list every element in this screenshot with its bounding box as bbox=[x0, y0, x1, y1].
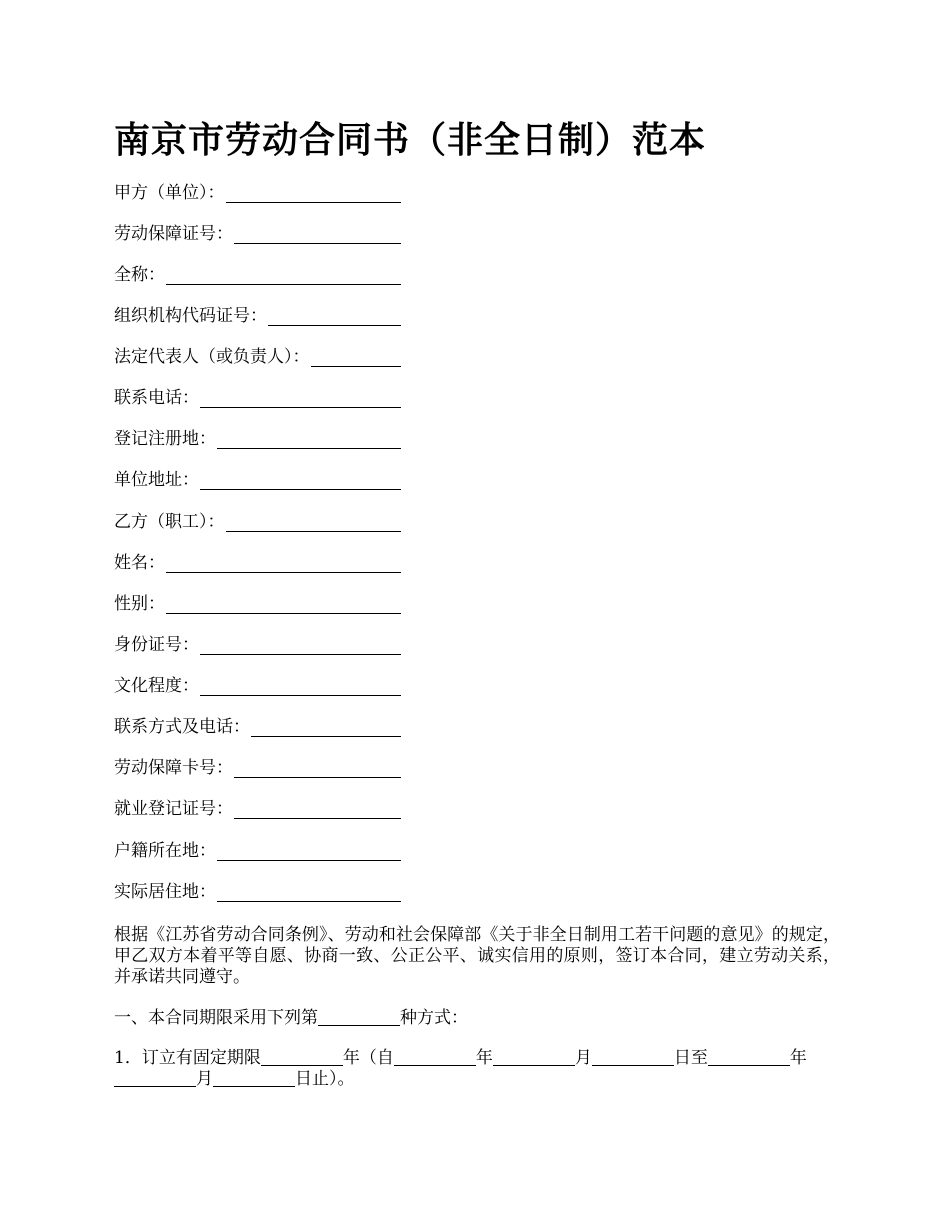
field-label: 组织机构代码证号： bbox=[114, 306, 267, 326]
fill-line bbox=[200, 471, 401, 490]
fill-line bbox=[166, 595, 401, 614]
fill-line bbox=[217, 430, 401, 449]
fill-line bbox=[234, 800, 401, 819]
clause-text: 月 bbox=[574, 1048, 592, 1068]
field-label: 甲方（单位）： bbox=[114, 183, 225, 203]
field-id-number bbox=[114, 633, 401, 655]
clause-text: 年（自 bbox=[342, 1048, 394, 1068]
preamble-paragraph: 根据《江苏省劳动合同条例》、劳动和社会保障部《关于非全日制用工若干问题的意见》的规定，甲乙双方本着平等自愿、协商一致、公正公平、诚实信用的原则，签订本合同，建立劳动关系，并承诺共同遵守。 bbox=[114, 925, 840, 987]
fill-line bbox=[311, 348, 402, 367]
field-gender bbox=[114, 592, 401, 614]
field-label: 姓名： bbox=[114, 553, 165, 573]
fill-line bbox=[200, 677, 401, 696]
fill-line bbox=[234, 759, 401, 778]
fill-line bbox=[268, 307, 401, 326]
fill-line bbox=[708, 1049, 790, 1066]
fill-line bbox=[226, 513, 402, 532]
fill-line bbox=[166, 554, 401, 573]
fill-line bbox=[217, 883, 401, 902]
field-legal-rep bbox=[114, 345, 401, 367]
fill-line bbox=[226, 184, 402, 203]
field-label: 单位地址： bbox=[114, 470, 199, 490]
fill-line bbox=[261, 1049, 343, 1066]
fill-line bbox=[251, 718, 401, 737]
fill-line bbox=[234, 225, 401, 244]
fill-line bbox=[318, 1009, 400, 1026]
field-label: 性别： bbox=[114, 594, 165, 614]
field-label: 联系方式及电话： bbox=[114, 717, 250, 737]
field-label: 就业登记证号： bbox=[114, 799, 233, 819]
field-education bbox=[114, 674, 401, 696]
clause-text: 1．订立有固定期限 bbox=[114, 1048, 261, 1068]
field-label: 登记注册地： bbox=[114, 429, 216, 449]
fill-line bbox=[200, 389, 401, 408]
field-label: 户籍所在地： bbox=[114, 841, 216, 861]
fill-line bbox=[200, 636, 401, 655]
field-residence bbox=[114, 880, 401, 902]
field-party-a bbox=[114, 181, 401, 203]
field-org-code bbox=[114, 304, 401, 326]
field-label: 联系电话： bbox=[114, 388, 199, 408]
fill-line bbox=[213, 1070, 295, 1087]
field-company-address bbox=[114, 468, 401, 490]
field-registered-place bbox=[114, 427, 401, 449]
field-full-name bbox=[114, 263, 401, 285]
field-label: 文化程度： bbox=[114, 676, 199, 696]
clause-text: 年 bbox=[475, 1048, 493, 1068]
field-household bbox=[114, 839, 401, 861]
clause-text: 日至 bbox=[673, 1048, 708, 1068]
field-labor-card bbox=[114, 756, 401, 778]
field-labor-security-no bbox=[114, 222, 401, 244]
field-label: 劳动保障证号： bbox=[114, 224, 233, 244]
clause-text: 月 bbox=[196, 1069, 213, 1089]
clause-term-method bbox=[114, 1008, 840, 1029]
field-label: 法定代表人（或负责人）： bbox=[114, 347, 310, 367]
field-label: 身份证号： bbox=[114, 635, 199, 655]
field-name bbox=[114, 551, 401, 573]
fill-line bbox=[166, 266, 401, 285]
field-employment-reg bbox=[114, 797, 401, 819]
field-party-b bbox=[114, 510, 401, 532]
fill-line bbox=[217, 842, 401, 861]
field-label: 乙方（职工）： bbox=[114, 512, 225, 532]
clause-text: 年 bbox=[789, 1048, 807, 1068]
clause-text: 种方式： bbox=[400, 1008, 468, 1028]
clause-fixed-term bbox=[114, 1048, 840, 1090]
fill-line bbox=[493, 1049, 575, 1066]
field-label: 全称： bbox=[114, 265, 165, 285]
clause-text: 日止）。 bbox=[295, 1069, 355, 1089]
document-title: 南京市劳动合同书（非全日制）范本 bbox=[114, 120, 707, 161]
fill-line bbox=[592, 1049, 674, 1066]
field-contact bbox=[114, 715, 401, 737]
field-phone bbox=[114, 386, 401, 408]
clause-text: 一、本合同期限采用下列第 bbox=[114, 1008, 318, 1028]
fill-line bbox=[394, 1049, 476, 1066]
field-label: 劳动保障卡号： bbox=[114, 758, 233, 778]
field-label: 实际居住地： bbox=[114, 882, 216, 902]
fill-line bbox=[114, 1070, 196, 1087]
